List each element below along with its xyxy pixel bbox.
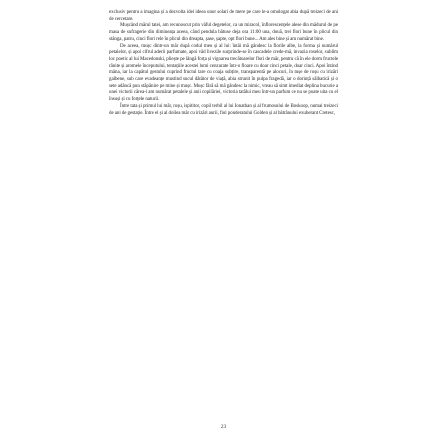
paragraph-1: exclusiv pentru a imagina și a dezvolta idei ideea unor solari de mere pe care le-a omologat abia după treizeci de ani de cercetare. (109, 10, 338, 22)
page-number: 23 (220, 424, 227, 430)
paragraph-2: Mușcând mărul tatei, am recunoscut prin văful degetelor, ca un miracol, înflorescențele alese din mădurul de pe masa de sufragerie din dimineața aceea, când pendula bătuse deja ora 11:00 una, două, trei flori bune în plicul din stânga, patru, cinci flori rele în plicul din dreapta, șase, șapte, opt flori bune... Am ales bine și am numărat bine. (109, 23, 338, 42)
book-page (109, 10, 338, 440)
paragraph-4: Între tata și primul lui măr, roșu, ispititor, copil terbil al lui Ionathan și al frumosului de Boskoop, numai treizeci de ani de gestație. Între el și al doilea măr cu irizări aurii, fiul ponderatului Golden și al bătrânului exuberant Cretesc, (109, 103, 338, 116)
paragraph-3: De aceea, mușc dintr-un măr după codul meu și al lui: întâi mă gândesc la florile albe, la forma și numărul petalelor, și apoi cifrul aderii parfumate, apoi văd livezile surprinde-se în cascadele crede-mă, invazia roselor, sublim loc poetic al lui Macedonski, pliește pe lângă forța și vigoarea trecătoarelor flori de măr, pentru că în ele dorm fructele rănite și aromele începutului, tentațiile acestei lumi cenzurate într-o floare cu doar cinci petale, doar cinci. Apoi întind mâna, iar la capătul gestului cuprind fructul tare cu coaja subțire, transparentă pe alocuri, în tușe de roșu cu irizări galbene, sub care evadeanțe mustind sucul dătător de viață, abia strunit în pulpa fragedă, iar o dorință sălbatică și o sete adâncă pun stăpânire pe mine și mușc. Mușc fără să mă gândesc la nimic, vreau să simt imediat deplina bucurie a unei victorii cărea-i am numărat petalele și anii copilăriei, victoria tatălui meu într-un parfum ce nu se poate uita cu el însuși și cu forțele naturii. (109, 43, 338, 103)
body-text (109, 10, 338, 117)
